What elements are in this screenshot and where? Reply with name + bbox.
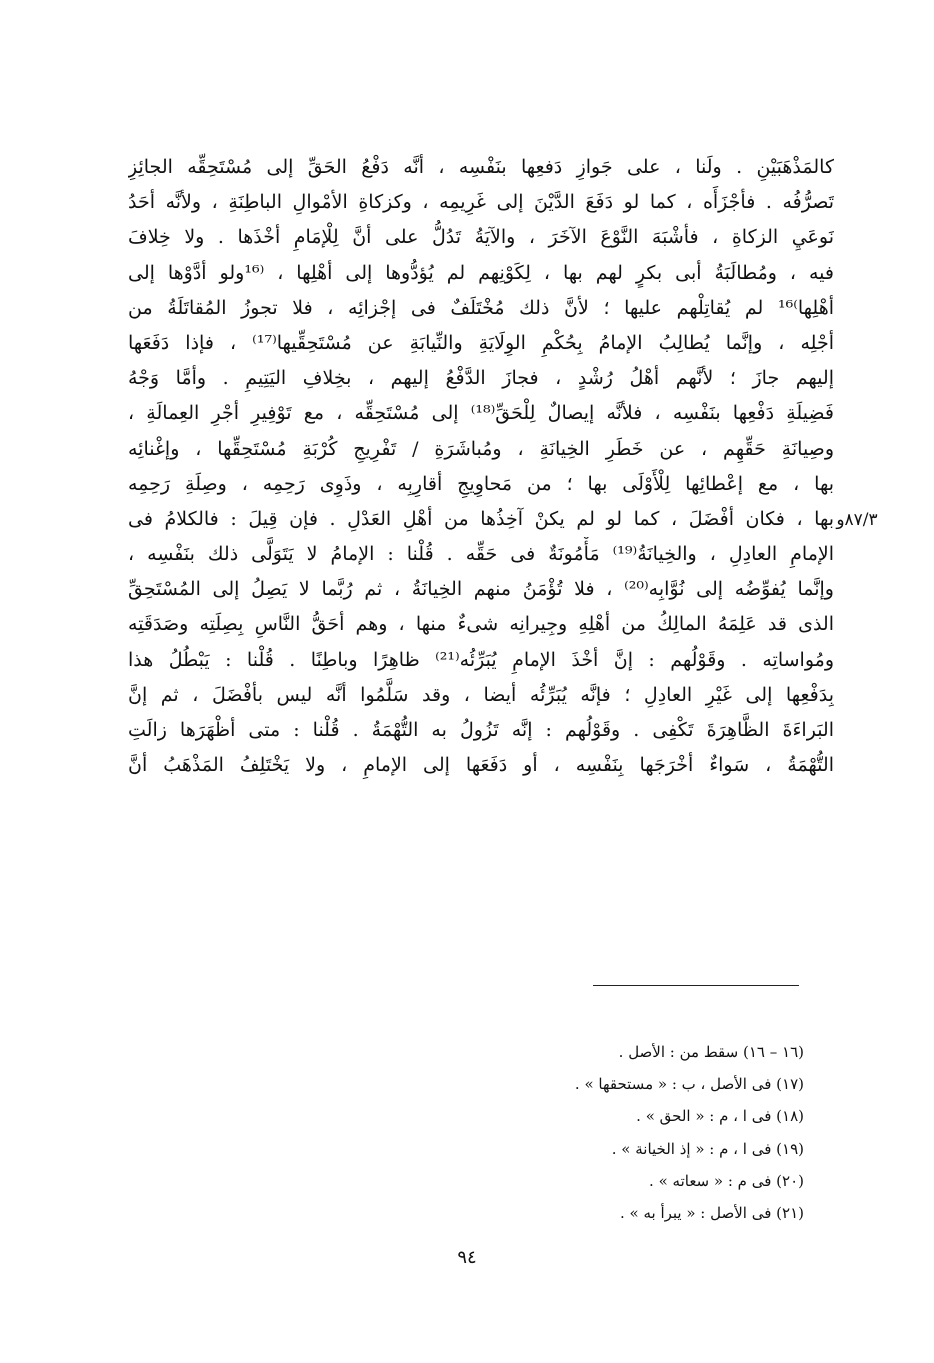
text-line: كالمَذْهَبَيْنِ . ولَنا ، على جَوازِ دَفعِها بنَفْسِه ، أنَّه دَفْعُ الحَقِّ إلى مُسْتَحِقِّه الجائِزِ xyxy=(128,156,834,178)
text-line: الإمامِ العادِلِ ، والخِيانَةُ⁽¹⁹⁾ مَأْمُونَةٌ فى حَقِّه . قُلْنا : الإمامُ لا يَتَوَلَّى ذلك بنَفْسِه ، xyxy=(128,543,834,566)
text-line: إليهم جازَ ؛ لأنَّهم أهْلُ رُشْدٍ ، فجازَ الدَّفْعُ إليهم ، بخِلافِ اليَتِيمِ . وأمَّا وَجْهُ xyxy=(128,367,834,390)
text-line: وصِيانَةِ حَقِّهِم ، عن خَطَرِ الخِيانَةِ ، ومُباشَرَةِ / تَفْرِيجِ كُرْبَةِ مُسْتَحِقِّها ، وإغْنائِه xyxy=(128,437,834,460)
footnote: (١٨) فى ا ، م : « الحق » . xyxy=(636,1107,804,1126)
text-line: أجْلِه ، وإنَّما يُطالِبُ الإمامُ بِحُكْمِ الوِلَايَةِ والنِّيابَةِ عن مُسْتَحِقِّيها⁽¹⁷⁾ ، فإذا دَفَعَها xyxy=(128,331,834,354)
text-line: بها ، فكان أفْضَلَ ، كما لو لم يكنْ آخِذُها من أهْلِ العَدْلِ . فإن قِيلَ : فالكلامُ فى xyxy=(128,507,834,530)
text-line: بها ، مع إعْطائِها لِلْأَوْلَى بها ؛ من مَحاوِيجِ أقارِبِه ، وذَوِى رَحِمِه ، وصِلَةِ رَحِمِه xyxy=(128,472,834,495)
text-line: فَضِيلَةِ دَفْعِها بنَفْسِه ، فلأنَّه إيصالٌ لِلْحَقِّ⁽¹⁸⁾ إلى مُسْتَحِقِّه ، مع تَوْفِيرِ أجْرِ العِمالَةِ ، xyxy=(128,402,834,425)
footnote: (١٧) فى الأصل ، ب : « مستحقها » . xyxy=(574,1075,804,1094)
footnote: (٢١) فى الأصل : « يبرأ به » . xyxy=(619,1203,804,1222)
text-line: التُّهْمَةُ ، سَواءٌ أخْرَجَها بِنَفْسِه ، أو دَفَعَها إلى الإمامِ ، ولا يَخْتَلِفُ المَذْهَبُ أنَّ xyxy=(128,754,834,777)
text-line: فيه ، ومُطالَبَةُ أبى بكرٍ لهم بها ، لِكَوْنِهم لم يُؤدُّوها إلى أهْلِها ، ⁽¹⁶ولو أدَّوْها إلى xyxy=(128,261,834,284)
footnote: (١٩) فى ا ، م : « إذ الخيانة » . xyxy=(611,1139,804,1158)
text-line: ومُواساتِه . وقَوْلُهم : إنَّ أخْذَ الإمامِ يُبَرِّئُه⁽²¹⁾ ظاهِرًا وباطِنًا . قُلْنا : يَبْطُلُ هذا xyxy=(128,648,834,671)
text-line: نَوعَيِ الزكاةِ ، فأشْبَهَ النَّوْعَ الآخَرَ ، والآيَةُ تَدُلُّ على أنَّ لِلْإمَامِ أخْذَها . ولا خِلافَ xyxy=(128,226,834,249)
text-line: أهْلِها⁾¹⁶ لم يُقاتِلْهم عليها ؛ لأنَّ ذلك مُخْتَلَفٌ فى إجْزائِه ، فلا تجوزُ المُقاتَلَةُ من xyxy=(128,296,834,319)
main-text-block xyxy=(128,150,834,783)
text-line: بِدَفْعِها إلى غَيْرِ العادِلِ ؛ فإنَّه يُبَرِّئُه أيضا ، وقد سَلَّمُوا أنَّه ليس بأفْضَلَ ، ثم إنَّ xyxy=(128,683,834,706)
footnote: (١٦ – ١٦) سقط من : الأصل . xyxy=(618,1043,804,1061)
text-line: البَراءَةَ الظَّاهِرَةَ تَكْفِى . وقَوْلُهم : إنَّه تَزُولُ به التُّهْمَةُ . قُلْنا : متى أظْهَرَها زالَتِ xyxy=(128,719,834,741)
footnotes-block xyxy=(300,1036,804,1229)
text-line: الذى قد عَلِمَهُ المالِكُ من أهْلِهِ وجِيرانِه شىءٌ منها ، وهم أحَقُّ النَّاسِ بِصِلَتِه وصَدَقَتِه xyxy=(128,613,834,636)
text-line: تَصرُّفُه . فأجْزَأَه ، كما لو دَفَعَ الدَّيْنَ إلى غَرِيمِه ، وكزكاةِ الأمْوالِ الباطِنَةِ ، ولأنَّه أحَدُ xyxy=(128,191,834,214)
text-line: وإنَّما يُفوِّضُه إلى نُوَّابِه⁽²⁰⁾ ، فلا تُؤْمَنُ منهم الخِيانَةُ ، ثم رُبَّما لا يَصِلُ إلى المُسْتَحِقِّ xyxy=(128,578,834,601)
footnote-separator xyxy=(593,985,799,986)
page-number: ٩٤ xyxy=(457,1247,477,1268)
footnote: (٢٠) فى م : « سعاته » . xyxy=(649,1171,804,1190)
margin-folio-reference: ٨٧/٣و xyxy=(836,510,878,530)
